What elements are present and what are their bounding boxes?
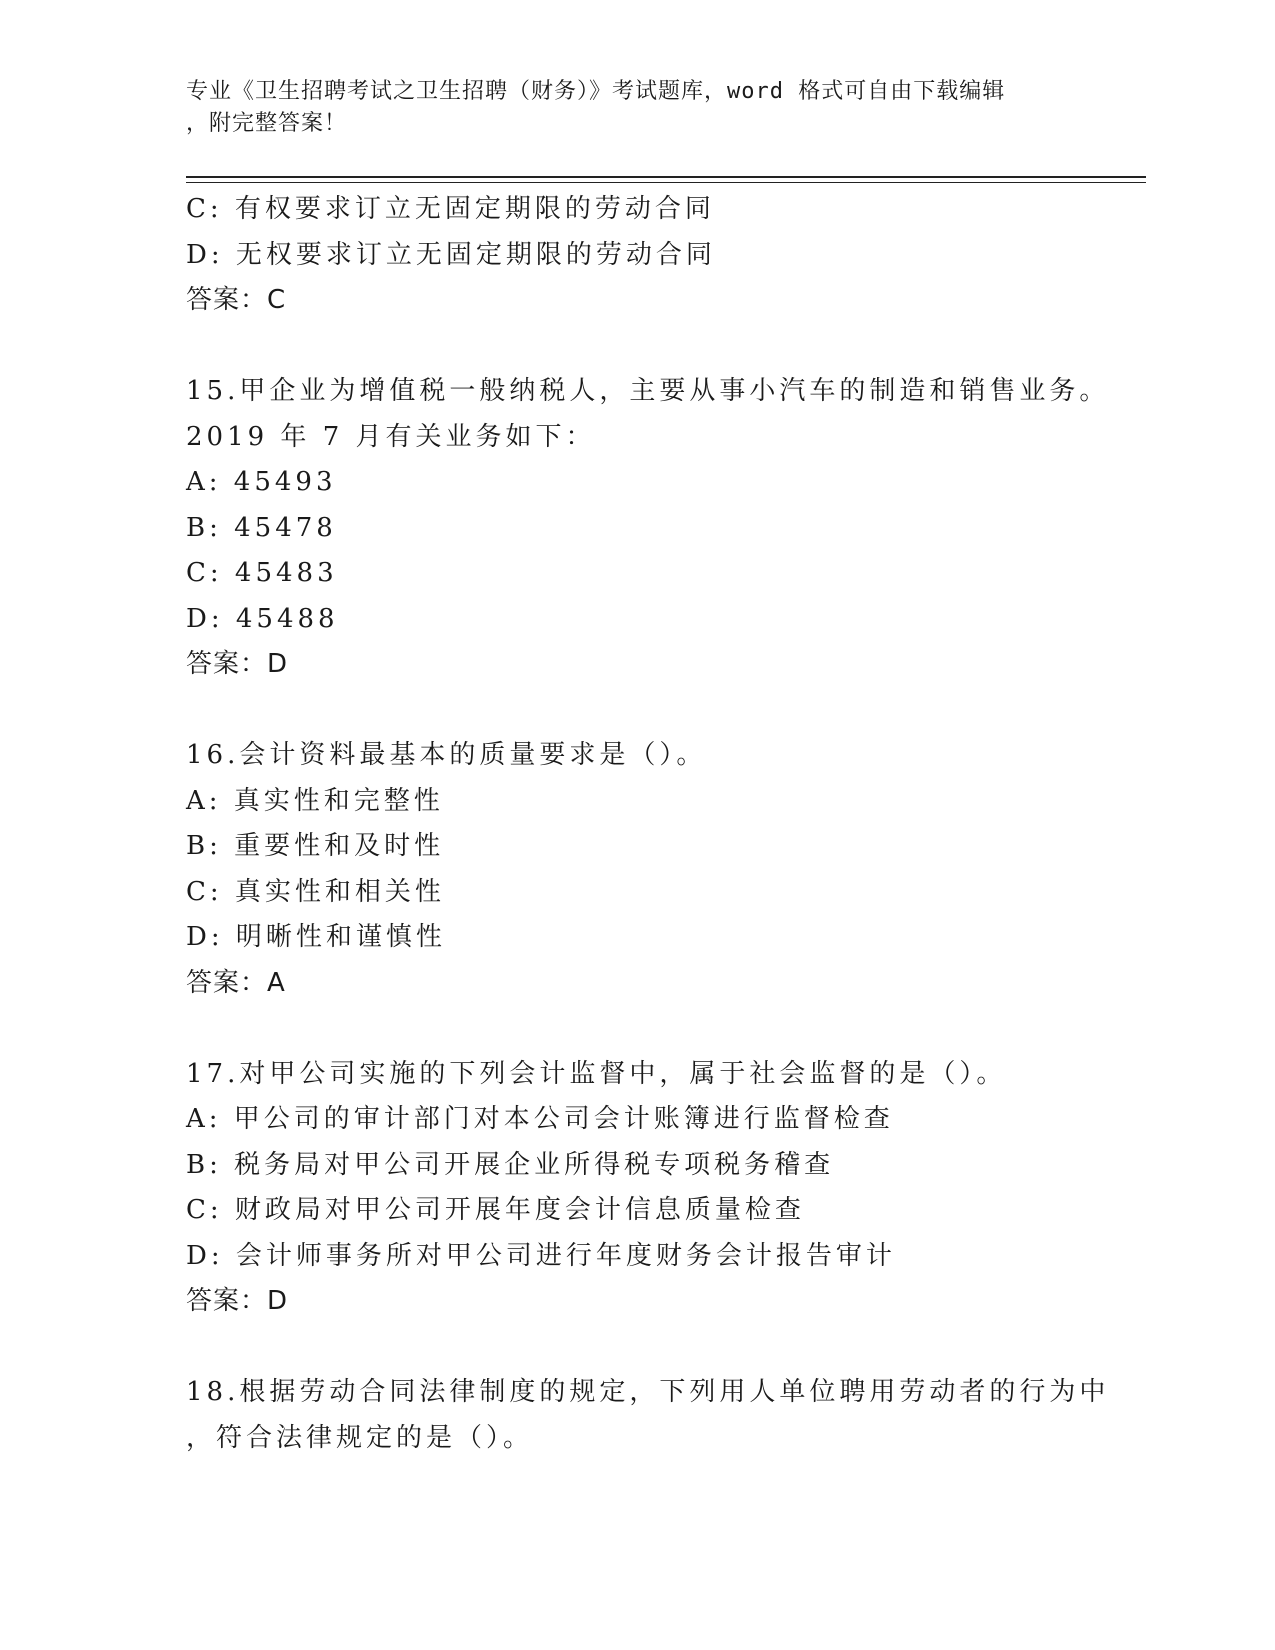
answer: 答案：D — [186, 1286, 289, 1316]
answer: 答案：A — [186, 967, 286, 998]
question-text: 15.甲企业为增值税一般纳税人，主要从事小汽车的制造和销售业务。 — [186, 376, 1110, 406]
document-header — [186, 76, 1066, 140]
option-a: A: 甲公司的审计部门对本公司会计账簿进行监督检查 — [186, 1104, 894, 1134]
question-prev — [186, 187, 1086, 324]
option-c: C: 真实性和相关性 — [186, 876, 445, 907]
option-b: B: 税务局对甲公司开展企业所得税专项税务稽查 — [186, 1149, 835, 1180]
option-b: B: 45478 — [186, 512, 337, 543]
spacer — [186, 688, 1086, 734]
question-15 — [186, 369, 1110, 688]
option-d: D: 明晰性和谨慎性 — [186, 922, 446, 952]
answer: 答案：D — [186, 649, 289, 679]
question-text: 18.根据劳动合同法律制度的规定，下列用人单位聘用劳动者的行为中 — [186, 1377, 1110, 1407]
question-text-cont: 2019 年 7 月有关业务如下： — [186, 421, 596, 452]
option-b: B: 重要性和及时性 — [186, 831, 445, 861]
question-text-cont: ，符合法律规定的是（）。 — [186, 1422, 534, 1453]
option-a: A: 45493 — [186, 467, 337, 497]
spacer — [186, 324, 1086, 370]
option-c: C: 有权要求订立无固定期限的劳动合同 — [186, 194, 715, 224]
option-a: A: 真实性和完整性 — [186, 785, 444, 816]
option-d: D: 45488 — [186, 603, 339, 634]
answer: 答案：C — [186, 285, 287, 315]
question-text: 16.会计资料最基本的质量要求是（）。 — [186, 740, 707, 770]
option-c: C: 45483 — [186, 558, 338, 588]
header-rule-thin — [186, 182, 1146, 183]
header-line-2: ，附完整答案！ — [186, 111, 348, 136]
question-17 — [186, 1052, 1086, 1325]
option-d: D: 无权要求订立无固定期限的劳动合同 — [186, 239, 716, 270]
option-d: D: 会计师事务所对甲公司进行年度财务会计报告审计 — [186, 1240, 896, 1271]
header-line-1: 专业《卫生招聘考试之卫生招聘（财务）》考试题库，word 格式可自由下载编辑 — [186, 79, 1006, 104]
question-16 — [186, 733, 1086, 1006]
question-text: 17.对甲公司实施的下列会计监督中，属于社会监督的是（）。 — [186, 1058, 1007, 1089]
spacer — [186, 1325, 1086, 1371]
question-18 — [186, 1370, 1110, 1461]
spacer — [186, 1006, 1086, 1052]
option-c: C: 财政局对甲公司开展年度会计信息质量检查 — [186, 1195, 805, 1225]
header-rule-thick — [186, 176, 1146, 178]
question-list — [186, 187, 1110, 1461]
